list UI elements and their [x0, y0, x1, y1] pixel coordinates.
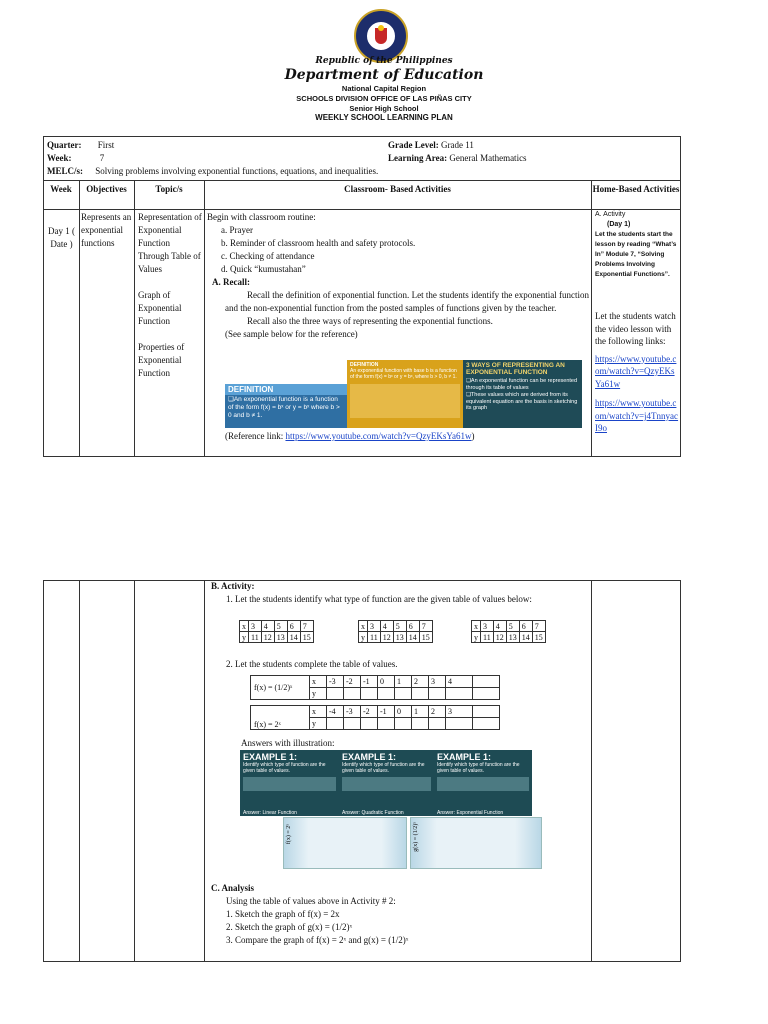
routine-item: b. Reminder of classroom health and safety protocols. — [221, 238, 416, 248]
home-based-cell — [595, 210, 679, 280]
value-table-1: x 3 4 5 6 7 y 11 12 13 14 15 — [239, 620, 314, 643]
recall-paragraph: Recall the definition of exponential function. Let the students identify the exponential function and the non-exponential function from the posted samples of functions given by the teacher. — [225, 290, 589, 313]
three-ways-slide-image: 3 WAYS OF REPRESENTING AN EXPONENTIAL FUNCTION ❏An exponential function can be represented through its table of values ❏These values which are derived from its equivalent equation are the basis in sketching its graph — [463, 360, 582, 428]
classroom-activities-cell — [207, 211, 589, 341]
republic-text: Republic of the Philippines — [315, 56, 453, 66]
divider — [43, 209, 681, 210]
region-text: National Capital Region — [341, 84, 427, 93]
example-slide-exponential: EXAMPLE 1: Identify which type of function are the given table of values. Answer: Exponential Function — [434, 750, 532, 816]
home-video-link-1[interactable]: https://www.youtube.com/watch?v=QzyEKsYa61w — [595, 353, 677, 389]
column-divider — [79, 580, 80, 962]
answers-label: Answers with illustration: — [241, 738, 335, 748]
divider — [43, 180, 681, 181]
complete-table-half: f(x) = (1/2)ˣ x -3 -2 -1 0 1 2 3 4 y — [250, 675, 500, 700]
department-title: Department of Education — [284, 67, 484, 83]
week-row: Week: 7 — [47, 153, 105, 163]
routine-item: d. Quick “kumustahan” — [221, 264, 306, 274]
reference-link[interactable]: https://www.youtube.com/watch?v=QzyEKsYa61w — [285, 431, 472, 441]
home-video-link-2[interactable]: https://www.youtube.com/watch?v=j4TnnyacI9o — [595, 398, 679, 433]
analysis-item: 3. Compare the graph of f(x) = 2ˣ and g(x) = (1/2)ˣ — [226, 935, 409, 945]
header-topics: Topic/s — [155, 184, 183, 194]
value-table-3: x 3 4 5 6 7 y 11 12 13 14 15 — [471, 620, 546, 643]
function-label: f(x) = 2ˣ — [251, 706, 310, 730]
activity-heading: B. Activity: — [211, 581, 255, 591]
complete-table-two: f(x) = 2ˣ x -4 -3 -2 -1 0 1 2 3 y — [250, 705, 500, 730]
school-text: Senior High School — [349, 104, 419, 113]
learning-area-row: Learning Area: General Mathematics — [388, 153, 527, 163]
recall-heading: A. Recall: — [212, 277, 250, 287]
table-strip-fx-image: f(x) = 2ˣ — [283, 817, 407, 869]
header-home-activities: Home-Based Activities — [592, 184, 680, 194]
header-classroom-activities: Classroom- Based Activities — [344, 184, 451, 194]
routine-item: c. Checking of attendance — [221, 251, 315, 261]
column-divider — [134, 180, 135, 457]
value-table-2: x 3 4 5 6 7 y 11 12 13 14 15 — [358, 620, 433, 643]
quarter-row: Quarter: First — [47, 140, 115, 150]
home-video-cell — [595, 310, 679, 435]
definition-slide-image: DEFINITION ❏An exponential function is a function of the form f(x) = bˣ or y = bˣ where b > 0 and b ≠ 1. — [225, 384, 347, 428]
header-objectives: Objectives — [86, 184, 127, 194]
objectives-cell: Represents an exponential functions — [81, 212, 132, 248]
grade-level-row: Grade Level: Grade 11 — [388, 140, 474, 150]
routine-intro: Begin with classroom routine: — [207, 212, 316, 222]
table-strip-gx-image: g(x) = (1/2)ˣ — [410, 817, 542, 869]
example-slide-linear: EXAMPLE 1: Identify which type of function are the given table of values. Answer: Linear Function — [240, 750, 339, 816]
analysis-heading: C. Analysis — [211, 883, 255, 893]
routine-item: a. Prayer — [221, 225, 253, 235]
column-divider — [591, 180, 592, 457]
melc-row: MELC/s: Solving problems involving exponential functions, equations, and inequalities. — [47, 166, 379, 176]
header-week: Week — [50, 184, 72, 194]
column-divider — [204, 580, 205, 962]
division-text: SCHOOLS DIVISION OFFICE OF LAS PIÑAS CITY — [296, 94, 472, 103]
column-divider — [204, 180, 205, 457]
recall-note: (See sample below for the reference) — [225, 329, 358, 339]
activity-section — [211, 580, 581, 606]
deped-seal-logo — [354, 9, 408, 63]
home-instructions: Let the students start the lesson by reading “What’s In” Module 7, “Solving Problems Involving Exponential Functions”. — [595, 231, 677, 278]
plan-title: WEEKLY SCHOOL LEARNING PLAN — [315, 113, 453, 122]
home-activity-title: A. Activity — [595, 211, 626, 218]
week-day-cell: Day 1 ( Date ) — [48, 226, 75, 249]
home-video-text: Let the students watch the video lesson with the following links: — [595, 311, 676, 346]
analysis-item: 2. Sketch the graph of g(x) = (1/2)ˣ — [226, 922, 353, 932]
analysis-section — [211, 882, 581, 947]
exponential-function-slide-image: DEFINITION An exponential function with base b is a function of the form f(x) = bˣ or y = bˣ, where b > 0, b ≠ 1. — [347, 360, 463, 428]
column-divider — [591, 580, 592, 962]
activity-item-1: 1. Let the students identify what type of function are the given table of values below: — [226, 594, 532, 604]
recall-paragraph-2: Recall also the three ways of representing the exponential functions. — [247, 316, 493, 326]
activity-item-2: 2. Let the students complete the table of values. — [226, 659, 398, 669]
topic-properties: Properties of Exponential Function — [138, 342, 185, 378]
column-divider — [134, 580, 135, 962]
example-slide-quadratic: EXAMPLE 1: Identify which type of function are the given table of values. Answer: Quadratic Function — [339, 750, 434, 816]
home-day: (Day 1) — [607, 221, 631, 228]
function-label: f(x) = (1/2)ˣ — [251, 676, 310, 700]
column-divider — [79, 180, 80, 457]
analysis-item: 1. Sketch the graph of f(x) = 2x — [226, 909, 340, 919]
reference-link-line: (Reference link: https://www.youtube.com/watch?v=QzyEKsYa61w) — [225, 431, 475, 441]
topic-graph: Graph of Exponential Function — [138, 290, 182, 326]
topic-representation: Representation of Exponential Function Through Table of Values — [138, 212, 202, 274]
analysis-intro: Using the table of values above in Activity # 2: — [226, 896, 396, 906]
